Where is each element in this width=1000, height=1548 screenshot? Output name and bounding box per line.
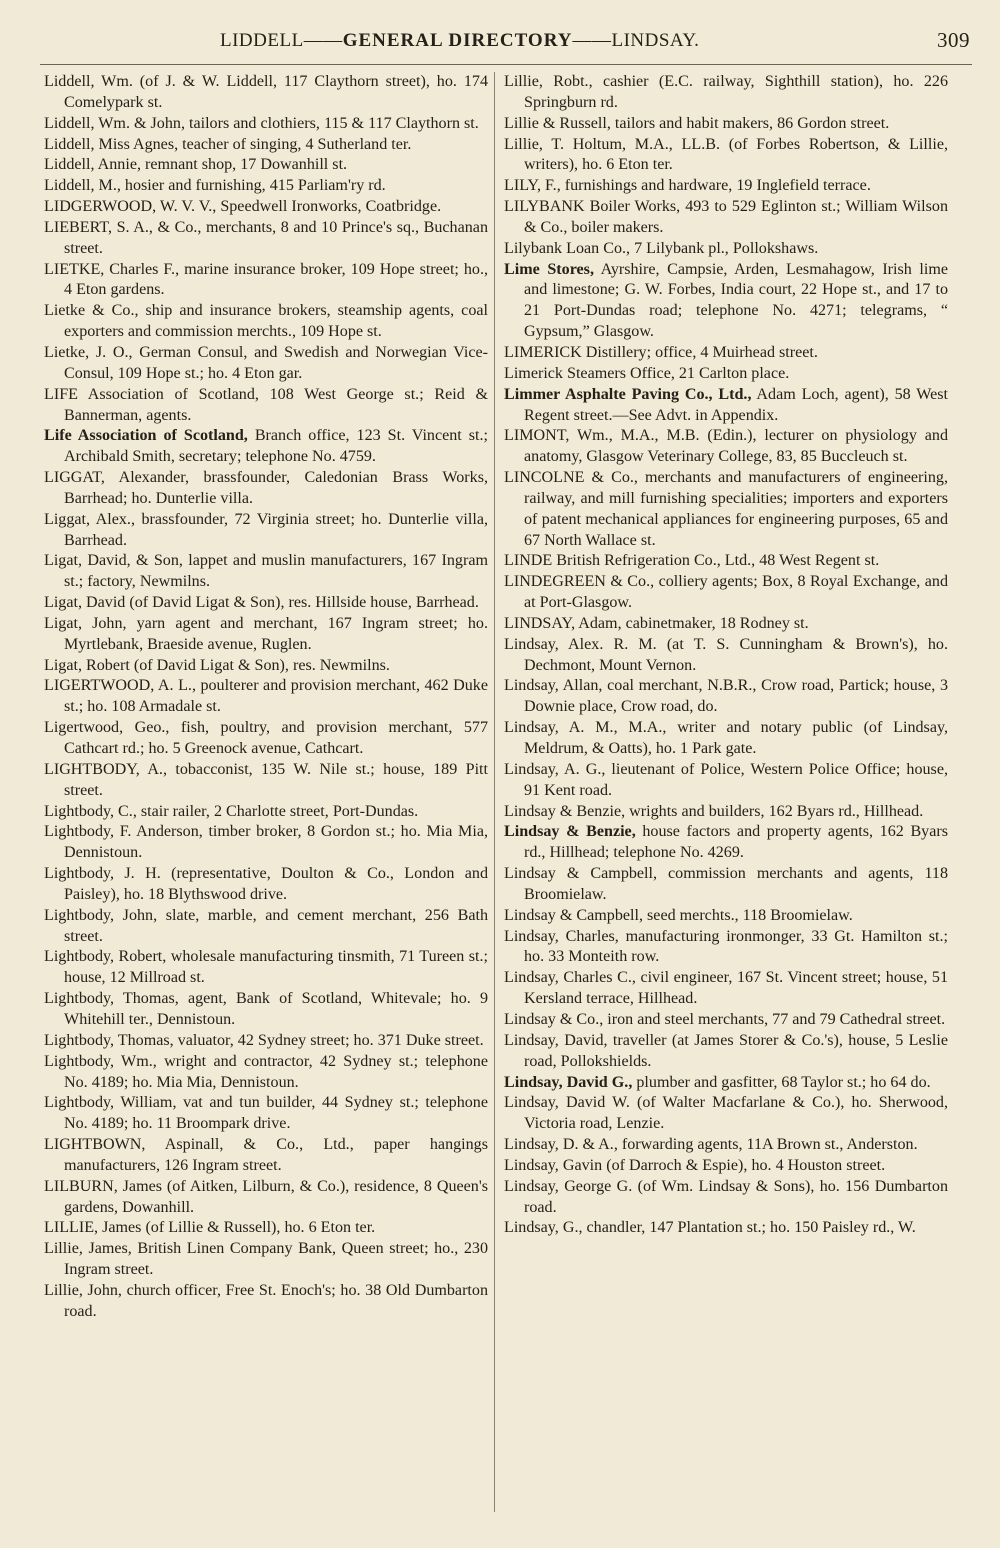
directory-entry	[44, 1218, 488, 1239]
directory-entry	[504, 1135, 948, 1156]
entry-text: Lindsay, Charles C., civil engineer, 167 St. Vincent street; house, 51 Kersland terrace, Hillhead.	[504, 969, 948, 1008]
directory-entry	[44, 947, 488, 989]
directory-entry	[504, 135, 948, 177]
directory-entry	[44, 426, 488, 468]
directory-entry	[504, 1218, 948, 1239]
running-header	[40, 30, 970, 56]
directory-entry	[504, 176, 948, 197]
directory-entry	[44, 1177, 488, 1219]
entry-text: LIETKE, Charles F., marine insurance broker, 109 Hope street; ho., 4 Eton gardens.	[44, 260, 488, 299]
directory-entry	[44, 864, 488, 906]
entry-text: Limerick Steamers Office, 21 Carlton place.	[504, 364, 790, 382]
directory-entry	[44, 1031, 488, 1052]
right-column	[504, 72, 948, 1512]
entry-bold-lead: Life Association of Scotland,	[44, 427, 248, 445]
header-right-word: LINDSAY.	[611, 30, 700, 51]
entry-text: Lightbody, C., stair railer, 2 Charlotte street, Port-Dundas.	[44, 802, 419, 820]
entry-text: LIFE Association of Scotland, 108 West George st.; Reid & Bannerman, agents.	[44, 385, 488, 424]
directory-entry	[44, 614, 488, 656]
entry-text: Liggat, Alex., brassfounder, 72 Virginia street; ho. Dunterlie villa, Barrhead.	[44, 510, 488, 549]
entry-text: Lightbody, F. Anderson, timber broker, 8 Gordon st.; ho. Mia Mia, Dennistoun.	[44, 823, 488, 862]
directory-entry	[44, 906, 488, 948]
directory-entry	[504, 864, 948, 906]
directory-entry	[44, 656, 488, 677]
directory-entry	[504, 572, 948, 614]
entry-text: Lillie, James, British Linen Company Bank, Queen street; ho., 230 Ingram street.	[44, 1240, 488, 1279]
directory-entry	[504, 968, 948, 1010]
entry-text: Lindsay, George G. (of Wm. Lindsay & Sons), ho. 156 Dumbarton road.	[504, 1177, 948, 1216]
entry-text: Lindsay, David W. (of Walter Macfarlane & Co.), ho. Sherwood, Victoria road, Lenzie.	[504, 1094, 948, 1133]
directory-entry	[44, 510, 488, 552]
entry-text: Ligat, David (of David Ligat & Son), res. Hillside house, Barrhead.	[44, 594, 479, 612]
entry-text: Liddell, Wm. (of J. & W. Liddell, 117 Claythorn street), ho. 174 Comelypark st.	[44, 73, 488, 111]
directory-entry	[504, 1031, 948, 1073]
entry-text: Ligertwood, Geo., fish, poultry, and provision merchant, 577 Cathcart rd.; ho. 5 Greenock avenue, Cathcart.	[44, 719, 488, 757]
entry-text: LILBURN, James (of Aitken, Lilburn, & Co.), residence, 8 Queen's gardens, Dowanhill.	[44, 1177, 488, 1216]
entry-text: Lietke, J. O., German Consul, and Swedish and Norwegian Vice-Consul, 109 Hope st.; ho. 4 Eton gar.	[44, 343, 488, 382]
entry-text: Ligat, John, yarn agent and merchant, 167 Ingram street; ho. Myrtlebank, Braeside avenue, Ruglen.	[44, 614, 488, 653]
left-column	[44, 72, 488, 1512]
directory-entry	[44, 760, 488, 802]
directory-entry	[44, 593, 488, 614]
entry-text: Lightbody, Thomas, agent, Bank of Scotland, Whitevale; ho. 9 Whitehill ter., Dennistoun.	[44, 990, 488, 1028]
directory-entry	[44, 468, 488, 510]
directory-entry	[44, 218, 488, 260]
entry-text: Liddell, Miss Agnes, teacher of singing, 4 Sutherland ter.	[44, 135, 412, 153]
entry-text: Adam Loch, agent), 58 West Regent street.—See Advt. in Appendix.	[524, 385, 948, 424]
directory-entry	[504, 72, 948, 114]
entry-text: LIGHTBOWN, Aspinall, & Co., Ltd., paper hangings manufacturers, 126 Ingram street.	[44, 1136, 488, 1174]
directory-entry	[504, 1093, 948, 1135]
entry-text: Lightbody, Wm., wright and contractor, 42 Sydney st.; telephone No. 4189; ho. Mia Mia, Dennistoun.	[44, 1052, 488, 1091]
directory-entry	[44, 822, 488, 864]
entry-text: Ayrshire, Campsie, Arden, Lesmahagow, Irish lime and limestone; G. W. Forbes, India court, 22 Hope st., and 17 to 21 Port-Dundas road; telephone No. 4271; telegrams, “ Gypsum,” Glasgow.	[524, 260, 948, 341]
directory-entry	[504, 364, 948, 385]
directory-entry	[504, 760, 948, 802]
directory-entry	[504, 114, 948, 135]
entry-bold-lead: Lime Stores,	[504, 260, 594, 278]
directory-entry	[44, 718, 488, 760]
entry-text: Lindsay, David, traveller (at James Storer & Co.'s), house, 5 Leslie road, Pollokshields.	[504, 1031, 948, 1070]
entry-text: Lindsay & Co., iron and steel merchants, 77 and 79 Cathedral street.	[504, 1010, 946, 1028]
entry-text: Ligat, Robert (of David Ligat & Son), res. Newmilns.	[44, 656, 390, 674]
entry-text: house factors and property agents, 162 Byars rd., Hillhead; telephone No. 4269.	[524, 823, 948, 862]
directory-entry	[504, 197, 948, 239]
directory-entry	[44, 135, 488, 156]
entry-text: LILY, F., furnishings and hardware, 19 Inglefield terrace.	[504, 177, 871, 195]
entry-text: plumber and gasfitter, 68 Taylor st.; ho 64 do.	[632, 1073, 931, 1091]
entry-text: LIGERTWOOD, A. L., poulterer and provision merchant, 462 Duke st.; ho. 108 Armadale st.	[44, 677, 488, 716]
entry-text: Lightbody, John, slate, marble, and cement merchant, 256 Bath street.	[44, 906, 488, 945]
column-divider	[494, 72, 495, 1512]
entry-text: LINCOLNE & Co., merchants and manufacturers of engineering, railway, and mill furnishing specialities; importers and exporters of patent mechanical appliances for engineering purposes, 65 and 67 North Wallace st.	[504, 469, 948, 549]
directory-entry	[504, 676, 948, 718]
entry-text: LINDSAY, Adam, cabinetmaker, 18 Rodney st.	[504, 614, 809, 632]
entry-text: LIGHTBODY, A., tobacconist, 135 W. Nile st.; house, 189 Pitt street.	[44, 760, 488, 799]
entry-text: Lilybank Loan Co., 7 Lilybank pl., Pollokshaws.	[504, 239, 819, 257]
entry-text: Lietke & Co., ship and insurance brokers, steamship agents, coal exporters and commission merchts., 109 Hope st.	[44, 302, 488, 341]
entry-text: LINDEGREEN & Co., colliery agents; Box, 8 Royal Exchange, and at Port-Glasgow.	[504, 573, 948, 612]
entry-text: Liddell, Annie, remnant shop, 17 Dowanhill st.	[44, 156, 348, 174]
entry-text: Lindsay & Campbell, commission merchants and agents, 118 Broomielaw.	[504, 865, 948, 903]
entry-text: Lillie, John, church officer, Free St. Enoch's; ho. 38 Old Dumbarton road.	[44, 1281, 488, 1320]
entry-text: Lightbody, J. H. (representative, Doulton & Co., London and Paisley), ho. 18 Blythswood drive.	[44, 865, 488, 903]
entry-text: Lindsay, A. G., lieutenant of Police, Western Police Office; house, 91 Kent road.	[504, 760, 948, 799]
directory-entry	[44, 1135, 488, 1177]
directory-entry	[44, 1239, 488, 1281]
header-center-title: GENERAL DIRECTORY	[342, 30, 573, 51]
directory-entry	[44, 1052, 488, 1094]
directory-entry	[504, 468, 948, 551]
directory-entry	[44, 301, 488, 343]
header-rule	[40, 64, 972, 65]
entry-text: Lillie & Russell, tailors and habit makers, 86 Gordon street.	[504, 114, 890, 132]
entry-text: LIEBERT, S. A., & Co., merchants, 8 and 10 Prince's sq., Buchanan street.	[44, 218, 488, 257]
directory-entry	[44, 676, 488, 718]
directory-entry	[504, 718, 948, 760]
entry-text: Lindsay, D. & A., forwarding agents, 11A Brown st., Anderston.	[504, 1136, 918, 1154]
entry-text: LIDGERWOOD, W. V. V., Speedwell Ironworks, Coatbridge.	[44, 198, 442, 216]
entry-text: Lillie, T. Holtum, M.A., LL.B. (of Forbes Robertson, & Lillie, writers), ho. 6 Eton ter.	[504, 135, 948, 174]
directory-entry	[44, 802, 488, 823]
directory-entry	[504, 260, 948, 343]
directory-entry	[44, 197, 488, 218]
entry-text: LIMONT, Wm., M.A., M.B. (Edin.), lecturer on physiology and anatomy, Glasgow Veterinary College, 83, 85 Buccleuch st.	[504, 427, 948, 466]
entry-bold-lead: Limmer Asphalte Paving Co., Ltd.,	[504, 385, 752, 403]
directory-entry	[504, 822, 948, 864]
directory-entry	[44, 343, 488, 385]
entry-text: Lindsay & Campbell, seed merchts., 118 Broomielaw.	[504, 906, 853, 924]
directory-entry	[504, 1177, 948, 1219]
entry-text: Lindsay, A. M., M.A., writer and notary public (of Lindsay, Meldrum, & Oatts), ho. 1 Park gate.	[504, 719, 948, 757]
directory-entry	[44, 551, 488, 593]
directory-entry	[504, 239, 948, 260]
entry-text: Lightbody, Robert, wholesale manufacturing tinsmith, 71 Tureen st.; house, 12 Millroad st.	[44, 948, 488, 987]
directory-entry	[504, 614, 948, 635]
directory-entry	[504, 1073, 948, 1094]
directory-entry	[504, 927, 948, 969]
entry-text: Lillie, Robt., cashier (E.C. railway, Sighthill station), ho. 226 Springburn rd.	[504, 73, 948, 111]
entry-text: Lightbody, Thomas, valuator, 42 Sydney street; ho. 371 Duke street.	[44, 1031, 484, 1049]
directory-entry	[504, 551, 948, 572]
running-title	[220, 30, 699, 52]
directory-entry	[44, 1281, 488, 1323]
entry-text: Ligat, David, & Son, lappet and muslin manufacturers, 167 Ingram st.; factory, Newmilns.	[44, 552, 488, 591]
directory-entry	[504, 343, 948, 364]
directory-entry	[504, 802, 948, 823]
directory-entry	[504, 635, 948, 677]
directory-entry	[504, 906, 948, 927]
directory-entry	[44, 260, 488, 302]
entry-text: Branch office, 123 St. Vincent st.; Archibald Smith, secretary; telephone No. 4759.	[64, 427, 488, 466]
entry-bold-lead: Lindsay & Benzie,	[504, 823, 636, 841]
entry-text: Lindsay & Benzie, wrights and builders, 162 Byars rd., Hillhead.	[504, 802, 924, 820]
directory-entry	[44, 155, 488, 176]
directory-entry	[44, 989, 488, 1031]
entry-text: Lindsay, Charles, manufacturing ironmonger, 33 Gt. Hamilton st.; ho. 33 Monteith row.	[504, 927, 948, 966]
entry-text: Lindsay, Gavin (of Darroch & Espie), ho. 4 Houston street.	[504, 1156, 886, 1174]
entry-text: Lindsay, Allan, coal merchant, N.B.R., Crow road, Partick; house, 3 Downie place, Crow road, do.	[504, 677, 948, 716]
entry-text: Lindsay, Alex. R. M. (at T. S. Cunningham & Brown's), ho. Dechmont, Mount Vernon.	[504, 635, 948, 674]
entry-text: Liddell, M., hosier and furnishing, 415 Parliam'ry rd.	[44, 177, 386, 195]
directory-entry	[44, 176, 488, 197]
entry-text: LILYBANK Boiler Works, 493 to 529 Eglinton st.; William Wilson & Co., boiler makers.	[504, 198, 948, 236]
entry-text: LIMERICK Distillery; office, 4 Muirhead street.	[504, 343, 818, 361]
page-number: 309	[937, 28, 970, 52]
directory-entry	[504, 426, 948, 468]
directory-entry	[504, 1010, 948, 1031]
directory-entry	[44, 385, 488, 427]
header-left-word: LIDDELL	[220, 30, 304, 51]
entry-bold-lead: Lindsay, David G.,	[504, 1073, 633, 1091]
directory-entry	[504, 385, 948, 427]
directory-entry	[504, 1156, 948, 1177]
directory-entry	[44, 114, 488, 135]
entry-text: LINDE British Refrigeration Co., Ltd., 48 West Regent st.	[504, 552, 880, 570]
directory-entry	[44, 72, 488, 114]
header-dash-2: ——	[572, 30, 612, 51]
entry-text: Liddell, Wm. & John, tailors and clothiers, 115 & 117 Claythorn st.	[44, 114, 479, 132]
header-dash-1: ——	[303, 30, 343, 51]
entry-text: LIGGAT, Alexander, brassfounder, Caledonian Brass Works, Barrhead; ho. Dunterlie villa.	[44, 469, 488, 507]
entry-text: Lightbody, William, vat and tun builder, 44 Sydney st.; telephone No. 4189; ho. 11 Broompark drive.	[44, 1094, 488, 1133]
directory-entry	[44, 1093, 488, 1135]
entry-text: LILLIE, James (of Lillie & Russell), ho. 6 Eton ter.	[44, 1219, 376, 1237]
entry-text: Lindsay, G., chandler, 147 Plantation st.; ho. 150 Paisley rd., W.	[504, 1219, 916, 1237]
